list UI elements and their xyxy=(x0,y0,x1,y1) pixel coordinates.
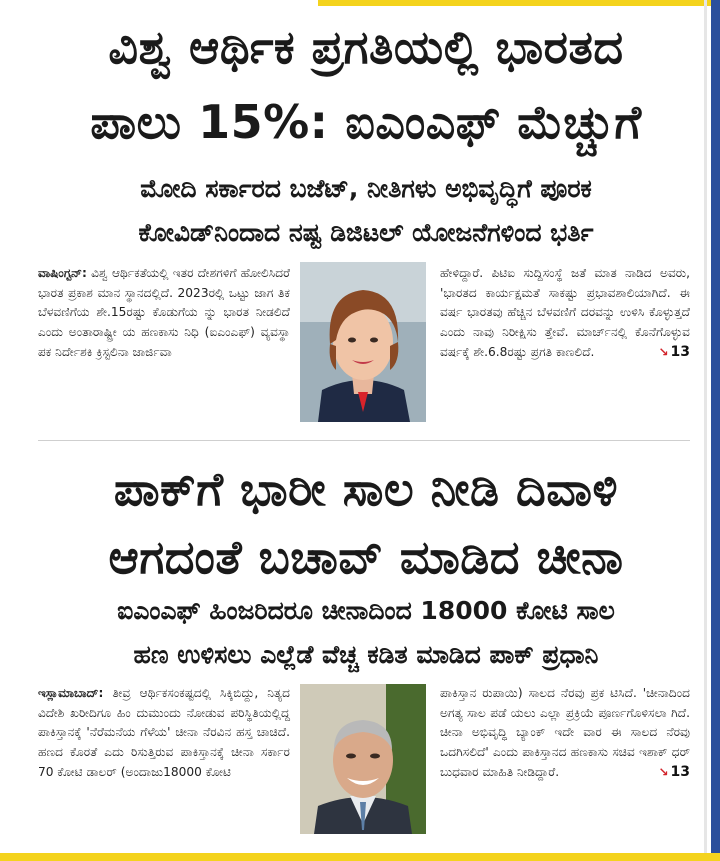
story2-deck-line1: ಐಎಂಎಫ್ ಹಿಂಜರಿದರೂ ಚೀನಾದಿಂದ 18000 ಕೋಟಿ ಸಾಲ xyxy=(117,596,615,625)
story1-deck-line2: ಕೋವಿಡ್‌ನಿಂದಾದ ನಷ್ಟ ಡಿಜಿಟಲ್ ಯೋಜನೆಗಳಿಂದ ಭರ್ತಿ xyxy=(138,218,594,247)
story1-page-ref[interactable] xyxy=(658,343,690,363)
story2-page-ref[interactable] xyxy=(658,763,690,783)
story1-photo-georgieva xyxy=(300,262,426,422)
top-accent-strip xyxy=(318,0,720,6)
story1-right-text: ಹೇಳಿದ್ದಾರೆ. ಪಿಟಿಐ ಸುದ್ದಿಸಂಸ್ಥೆ ಜತೆ ಮಾತ ನಾಡಿದ ಅವರು, 'ಭಾರತದ ಕಾರ್ಯಕ್ಷಮತೆ ಸಾಕಷ್ಟು ಪ್ರಭಾವಶಾಲಿಯಾಗಿದೆ. ಈ ವರ್ಷ ಭಾರತವು ಹೆಚ್ಚಿನ ಬೆಳವಣಿಗೆ ದರವನ್ನು ಉಳಿಸಿ ಕೊಳ್ಳುತ್ತದೆ ಎಂದು ನಾವು ನಿರೀಕ್ಷಿಸು ತ್ತೇವೆ. ಮಾರ್ಚ್‌ನಲ್ಲಿ ಕೊನೆಗೊಳ್ಳುವ ವರ್ಷಕ್ಕೆ ಶೇ.6.8ರಷ್ಟು ಪ್ರಗತಿ ಕಾಣಲಿದೆ. xyxy=(440,266,690,359)
story-divider xyxy=(38,440,690,441)
story1-headline-line2: ಪಾಲು 15%: ಐಎಂಎಫ್ ಮೆಚ್ಚುಗೆ xyxy=(90,95,642,149)
story2-headline-line1: ಪಾಕ್‌ಗೆ ಭಾರೀ ಸಾಲ ನೀಡಿ ದಿವಾಳಿ xyxy=(113,462,619,516)
story1-left-text: ವಿಶ್ವ ಆರ್ಥಿಕತೆಯಲ್ಲಿ ಇತರ ದೇಶಗಳಿಗೆ ಹೋಲಿಸಿದರೆ ಭಾರತ ಪ್ರಕಾಶ ಮಾನ ಸ್ಥಾನದಲ್ಲಿದೆ. 2023ರಲ್ಲಿ ಒಟ್ಟು ಜಾಗ ತಿಕ ಬೆಳವಣಿಗೆಯ ಶೇ.15ರಷ್ಟು ಕೊಡುಗೆಯ ನ್ನು ಭಾರತ ನೀಡಲಿದೆ ಎಂದು ಅಂತಾರಾಷ್ಟ್ರೀ ಯ ಹಣಕಾಸು ನಿಧಿ (ಐಎಂಎಫ್) ವ್ಯವಸ್ಥಾ ಪಕ ನಿರ್ದೇಶಕಿ ಕ್ರಿಸ್ಟಲಿನಾ ಜಾರ್ಜಿವಾ xyxy=(38,266,291,359)
story1-page-ref-number: 13 xyxy=(670,343,690,360)
right-edge-shadow xyxy=(704,0,707,861)
right-edge-rule xyxy=(711,0,720,861)
story2-dateline: ಇಸ್ಲಾಮಾಬಾದ್: xyxy=(38,686,104,700)
story1-body-left xyxy=(38,264,290,363)
portrait-man-icon xyxy=(300,684,426,834)
bottom-accent-strip xyxy=(0,853,720,861)
story2-right-text: ಪಾಕಿಸ್ತಾನ ರುಪಾಯಿ) ಸಾಲದ ನೆರವು ಪ್ರಕ ಟಿಸಿದೆ. 'ಚೀನಾದಿಂದ ಅಗತ್ಯ ಸಾಲ ಪಡೆ ಯಲು ಎಲ್ಲಾ ಪ್ರಕ್ರಿಯೆ ಪೂರ್ಣಗೊಳಿಸಲಾ ಗಿದೆ. ಚೀನಾ ಅಭಿವೃದ್ಧಿ ಬ್ಯಾಂಕ್ ಇದೇ ವಾರ ಈ ಸಾಲದ ನೆರವು ಒದಗಿಸಲಿದೆ' ಎಂದು ಪಾಕಿಸ್ತಾನದ ಹಣಕಾಸು ಸಚಿವ ಇಶಾಕ್ ಧರ್ ಬುಧವಾರ ಮಾಹಿತಿ ನೀಡಿದ್ದಾರೆ. xyxy=(440,686,690,779)
story2-photo-shehbaz-sharif xyxy=(300,684,426,834)
story2-page-ref-number: 13 xyxy=(670,763,690,780)
story1-deck-line1: ಮೋದಿ ಸರ್ಕಾರದ ಬಜೆಟ್, ನೀತಿಗಳು ಅಭಿವೃದ್ಧಿಗೆ ಪೂರಕ xyxy=(140,174,592,203)
page-ref-arrow-icon: ↘ xyxy=(658,764,669,779)
story1-body-right xyxy=(440,264,690,363)
story2-body-left xyxy=(38,684,290,783)
story2-left-text: ತೀವ್ರ ಆರ್ಥಿಕಸಂಕಷ್ಟದಲ್ಲಿ ಸಿಕ್ಕಿಬಿದ್ದು, ನಿತ್ಯದ ವಿದೇಶಿ ಖರೀದಿಗೂ ಹಿಂ ದುಮುಂದು ನೋಡುವ ಪರಿಸ್ಥಿತಿಯಲ್ಲಿದ್ದ ಪಾಕಿಸ್ತಾನಕ್ಕೆ 'ನೆರೆಮನೆಯ ಗೆಳೆಯ' ಚೀನಾ ನೆರವಿನ ಹಸ್ತ ಚಾಚಿದೆ. ಹಣದ ಕೊರತೆ ಎದು ರಿಸುತ್ತಿರುವ ಪಾಕಿಸ್ತಾನಕ್ಕೆ ಚೀನಾ ಸರ್ಕಾರ 70 ಕೋಟಿ ಡಾಲರ್ (ಅಂದಾಜು18000 ಕೋಟಿ xyxy=(38,686,290,779)
story2-body-right xyxy=(440,684,690,783)
story2-deck-line2: ಹಣ ಉಳಿಸಲು ಎಲ್ಲೆಡೆ ವೆಚ್ಚ ಕಡಿತ ಮಾಡಿದ ಪಾಕ್ ಪ್ರಧಾನಿ xyxy=(133,640,599,669)
story1-headline-line1: ವಿಶ್ವ ಆರ್ಥಿಕ ಪ್ರಗತಿಯಲ್ಲಿ ಭಾರತದ xyxy=(108,20,624,74)
page-ref-arrow-icon: ↘ xyxy=(658,344,669,359)
portrait-woman-icon xyxy=(300,262,426,422)
story2-headline-line2: ಆಗದಂತೆ ಬಚಾವ್ ಮಾಡಿದ ಚೀನಾ xyxy=(108,530,624,584)
story1-dateline: ವಾಷಿಂಗ್ಟನ್: xyxy=(38,266,87,280)
